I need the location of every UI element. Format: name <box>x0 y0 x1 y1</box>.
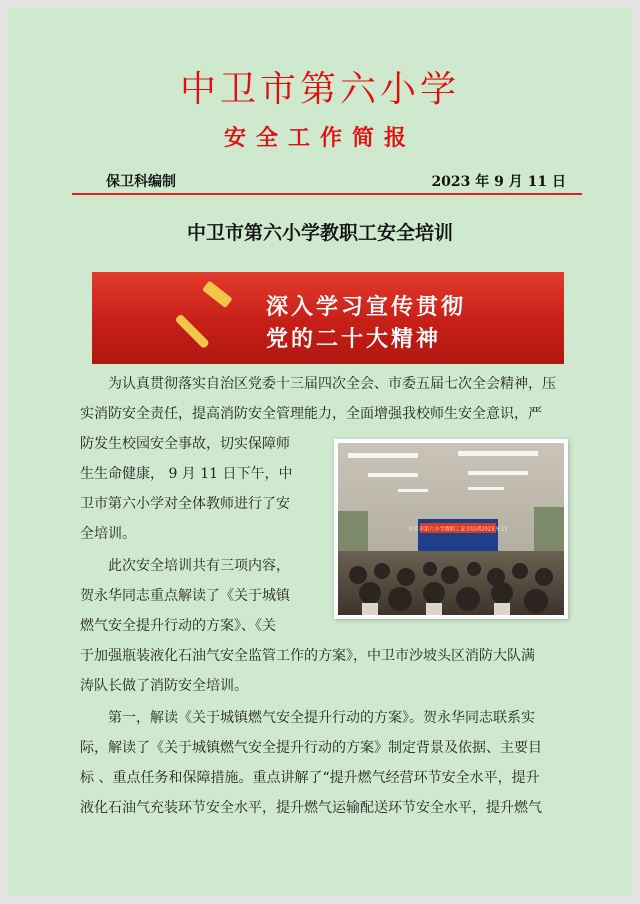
paragraph-1-line-4: 生生命健康， 9 月 11 日下午，中 <box>80 466 293 482</box>
editor-label: 保卫科编制 <box>106 174 176 190</box>
party-banner <box>92 272 564 364</box>
banner-line-1: 深入学习宣传贯彻 <box>266 294 467 320</box>
issue-date: 2023 年 9 月 11 日 <box>431 174 566 190</box>
paragraph-1-line-1: 为认真贯彻落实自治区党委十三届四次全会、市委五届七次全会精神，压 <box>108 376 556 392</box>
training-photo-frame <box>334 439 568 619</box>
paragraph-2-line-5: 涛队长做了消防安全培训。 <box>80 678 248 694</box>
paragraph-3-line-3: 标 、重点任务和保障措施。重点讲解了“提升燃气经营环节安全水平，提升 <box>80 770 540 786</box>
bulletin-page <box>8 8 632 896</box>
hammer-sickle-icon <box>170 280 244 356</box>
paragraph-2-line-2: 贺永华同志重点解读了《关于城镇 <box>80 588 290 604</box>
paragraph-3-line-1: 第一，解读《关于城镇燃气安全提升行动的方案》。贺永华同志联系实 <box>108 710 535 726</box>
paragraph-1-line-3: 防发生校园安全事故，切实保障师 <box>80 436 290 452</box>
training-photo <box>338 443 564 615</box>
photo-banner-text: 中卫市第六小学教职工安全培训2023.9.11 <box>408 526 508 533</box>
paragraph-2-line-3: 燃气安全提升行动的方案》、《关 <box>80 618 276 634</box>
paragraph-3-line-2: 际，解读了《关于城镇燃气安全提升行动的方案》制定背景及依据、主要目 <box>80 740 542 756</box>
school-name-title: 中卫市第六小学 <box>179 69 460 110</box>
paragraph-2-line-1: 此次安全培训共有三项内容， <box>108 558 290 574</box>
paragraph-1-line-5: 卫市第六小学对全体教师进行了安 <box>80 496 290 512</box>
paragraph-2-line-4: 于加强瓶装液化石油气安全监管工作的方案》，中卫市沙坡头区消防大队满 <box>80 648 535 664</box>
bulletin-title: 安全工作简报 <box>223 125 416 151</box>
paragraph-1-line-2: 实消防安全责任，提高消防安全管理能力，全面增强我校师生安全意识，严 <box>80 406 542 422</box>
header-divider <box>72 193 582 195</box>
article-title: 中卫市第六小学教职工安全培训 <box>186 222 453 244</box>
paragraph-1-line-6: 全培训。 <box>80 526 136 542</box>
paragraph-3-line-4: 液化石油气充装环节安全水平，提升燃气运输配送环节安全水平，提升燃气 <box>80 800 542 816</box>
banner-line-2: 党的二十大精神 <box>266 326 442 352</box>
